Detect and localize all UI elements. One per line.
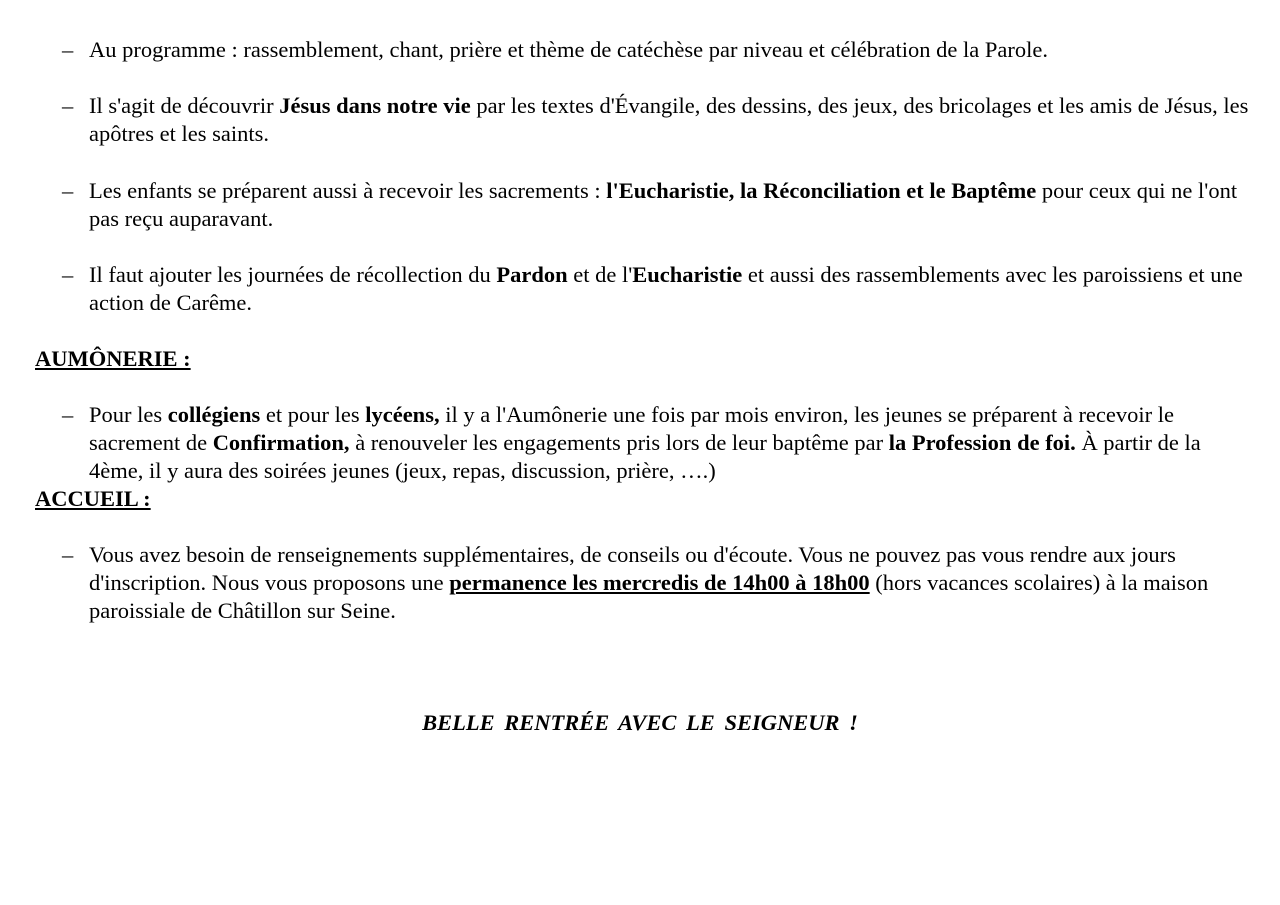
text-run: et de l' (567, 262, 633, 287)
list-item-text (89, 177, 1249, 233)
emphasis-text: Confirmation, (212, 430, 350, 455)
bullet-dash: – (62, 93, 74, 118)
bullet-dash: – (62, 178, 74, 203)
emphasis-text: la Profession de foi. (888, 430, 1076, 455)
bullet-dash: – (62, 37, 74, 62)
text-run: pour ceux qui ne l'ont pas reçu auparavant. (89, 178, 1238, 231)
emphasis-text: Jésus dans notre vie (279, 93, 471, 118)
emphasis-text: collégiens (167, 402, 261, 427)
text-run: À partir de la 4ème, il y aura des soirées jeunes (jeux, repas, discussion, prière, ….) (89, 430, 1201, 483)
text-run: Les enfants se préparent aussi à recevoir les sacrements : (89, 178, 607, 203)
text-run: il y a l'Aumônerie une fois par mois environ, les jeunes se préparent à recevoir le sacrement de (89, 402, 1175, 455)
bullet-dash: – (62, 402, 74, 427)
closing-message: BELLE RENTRÉE AVEC LE SEIGNEUR ! (422, 710, 858, 735)
text-run: Vous avez besoin de renseignements supplémentaires, de conseils ou d'écoute. Vous ne pouvez pas vous rendre aux jours d'inscription. Nous vous proposons une (89, 542, 1176, 595)
text-run: Au programme : rassemblement, chant, prière et thème de catéchèse par niveau et célébration de la Parole. (89, 37, 1048, 62)
text-run: Il s'agit de découvrir (89, 93, 280, 118)
emphasis-text: Eucharistie (632, 262, 743, 287)
list-item-text (89, 92, 1249, 148)
bullet-dash: – (62, 542, 74, 567)
text-run: Pour les (89, 402, 168, 427)
text-run: et aussi des rassemblements avec les paroissiens et une action de Carême. (89, 262, 1243, 315)
section-heading-aumonerie: AUMÔNERIE : (35, 346, 191, 371)
text-run: Il faut ajouter les journées de récollection du (89, 262, 497, 287)
section-heading-accueil: ACCUEIL : (35, 486, 151, 511)
bullet-dash: – (62, 262, 74, 287)
emphasis-text: l'Eucharistie, la Réconciliation et le Baptême (606, 178, 1037, 203)
list-item-text (89, 36, 1249, 64)
text-run: par les textes d'Évangile, des dessins, des jeux, des bricolages et les amis de Jésus, les apôtres et les saints. (89, 93, 1249, 146)
text-run: à renouveler les engagements pris lors de leur baptême par (349, 430, 889, 455)
list-item-text (89, 401, 1249, 485)
emphasis-text: lycéens, (365, 402, 440, 427)
emphasis-text: Pardon (496, 262, 568, 287)
permanence-emphasis: permanence les mercredis de 14h00 à 18h00 (449, 570, 870, 595)
text-run: et pour les (260, 402, 366, 427)
text-run: (hors vacances scolaires) à la maison paroissiale de Châtillon sur Seine. (89, 570, 1209, 623)
list-item-text (89, 261, 1249, 317)
list-item-text (89, 541, 1249, 625)
